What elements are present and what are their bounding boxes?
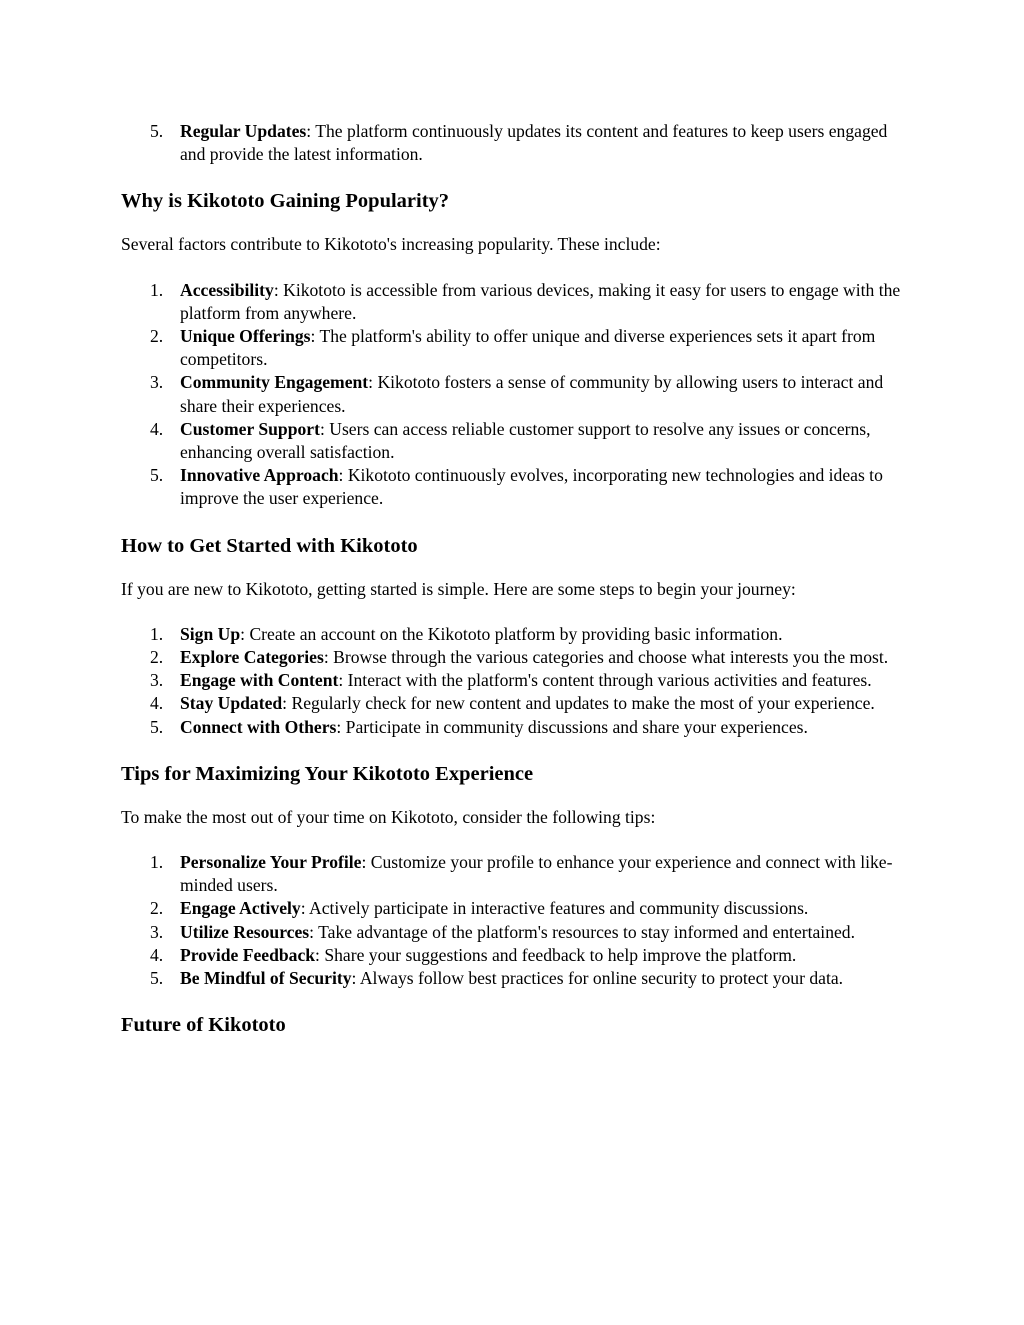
- list-term: Provide Feedback: [180, 944, 316, 965]
- list-term: Engage Actively: [180, 898, 301, 919]
- list-term: Stay Updated: [180, 693, 283, 714]
- list-item: [121, 646, 911, 669]
- list-term: Regular Updates: [180, 121, 307, 141]
- list-term: Customer Support: [180, 418, 320, 439]
- list-number: 2.: [150, 647, 164, 668]
- list-number: 1.: [150, 279, 164, 300]
- section-heading-tips: Tips for Maximizing Your Kikototo Experience: [121, 762, 534, 785]
- list-term: Explore Categories: [180, 647, 324, 668]
- list-text: : Kikototo continuously evolves, incorporating new technologies and ideas to improve the user experience.: [180, 465, 883, 509]
- list-number: 5.: [150, 121, 164, 141]
- list-term: Innovative Approach: [180, 465, 339, 486]
- list-number: 1.: [150, 623, 164, 644]
- popularity-list: [121, 279, 911, 511]
- get-started-list: [121, 623, 911, 739]
- list-term: Sign Up: [180, 623, 241, 644]
- list-term: Community Engagement: [180, 372, 369, 393]
- list-term: Personalize Your Profile: [180, 852, 362, 873]
- list-number: 5.: [150, 465, 164, 486]
- list-text: : Users can access reliable customer support to resolve any issues or concerns, enhancing overall satisfaction.: [180, 418, 871, 463]
- section-heading-get-started: How to Get Started with Kikototo: [121, 534, 418, 557]
- list-term: Unique Offerings: [180, 326, 311, 347]
- section-intro: If you are new to Kikototo, getting started is simple. Here are some steps to begin your journey:: [121, 578, 796, 599]
- list-item: [121, 692, 911, 715]
- list-term: Engage with Content: [180, 670, 339, 691]
- list-term: Connect with Others: [180, 716, 337, 737]
- list-text: : Interact with the platform's content through various activities and features.: [338, 670, 872, 691]
- list-text: : The platform continuously updates its content and features to keep users engaged and provide the latest information.: [180, 121, 888, 165]
- list-item: [121, 716, 911, 739]
- list-text: : Regularly check for new content and updates to make the most of your experience.: [282, 693, 875, 714]
- list-text: : Take advantage of the platform's resources to stay informed and entertained.: [309, 921, 856, 942]
- list-term: Be Mindful of Security: [180, 968, 352, 989]
- tips-list: [121, 851, 911, 990]
- list-text: : Create an account on the Kikototo platform by providing basic information.: [240, 623, 783, 644]
- list-item: [121, 464, 911, 510]
- list-text: : Participate in community discussions and share your experiences.: [336, 716, 808, 737]
- list-text: : The platform's ability to offer unique and diverse experiences sets it apart from competitors.: [180, 326, 876, 370]
- list-text: : Kikototo fosters a sense of community by allowing users to interact and share their experiences.: [180, 372, 884, 416]
- list-item: [121, 279, 911, 325]
- list-item: [121, 921, 911, 944]
- document-content: [121, 120, 911, 1039]
- list-number: 5.: [150, 968, 164, 989]
- list-number: 4.: [150, 418, 164, 439]
- list-item: [121, 371, 911, 417]
- list-text: : Customize your profile to enhance your experience and connect with like-minded users.: [180, 852, 893, 896]
- list-text: : Actively participate in interactive features and community discussions.: [300, 898, 809, 919]
- list-number: 4.: [150, 693, 164, 714]
- list-item: [121, 851, 911, 897]
- list-number: 2.: [150, 898, 164, 919]
- list-number: 3.: [150, 921, 164, 942]
- section-heading-future: Future of Kikototo: [121, 1014, 286, 1037]
- section-intro: Several factors contribute to Kikototo's increasing popularity. These include:: [121, 234, 661, 255]
- list-number: 2.: [150, 326, 164, 347]
- list-term: Accessibility: [180, 279, 274, 300]
- top-list: [121, 120, 911, 166]
- list-text: : Share your suggestions and feedback to help improve the platform.: [315, 944, 797, 965]
- list-number: 3.: [150, 372, 164, 393]
- list-item: [121, 418, 911, 464]
- list-item: [121, 669, 911, 692]
- list-number: 1.: [150, 852, 164, 873]
- list-item: [121, 967, 911, 990]
- list-term: Utilize Resources: [180, 921, 310, 942]
- section-intro: To make the most out of your time on Kikototo, consider the following tips:: [121, 806, 656, 827]
- list-number: 5.: [150, 716, 164, 737]
- list-item: [121, 897, 911, 920]
- list-item: [121, 325, 911, 371]
- list-item: [121, 944, 911, 967]
- list-number: 3.: [150, 670, 164, 691]
- list-text: : Always follow best practices for online security to protect your data.: [351, 968, 844, 989]
- list-number: 4.: [150, 944, 164, 965]
- list-item: [121, 120, 911, 166]
- list-text: : Kikototo is accessible from various devices, making it easy for users to engage with the platform from anywhere.: [180, 279, 901, 323]
- list-text: : Browse through the various categories and choose what interests you the most.: [323, 647, 889, 668]
- section-heading-popularity: Why is Kikototo Gaining Popularity?: [121, 190, 450, 213]
- list-item: [121, 623, 911, 646]
